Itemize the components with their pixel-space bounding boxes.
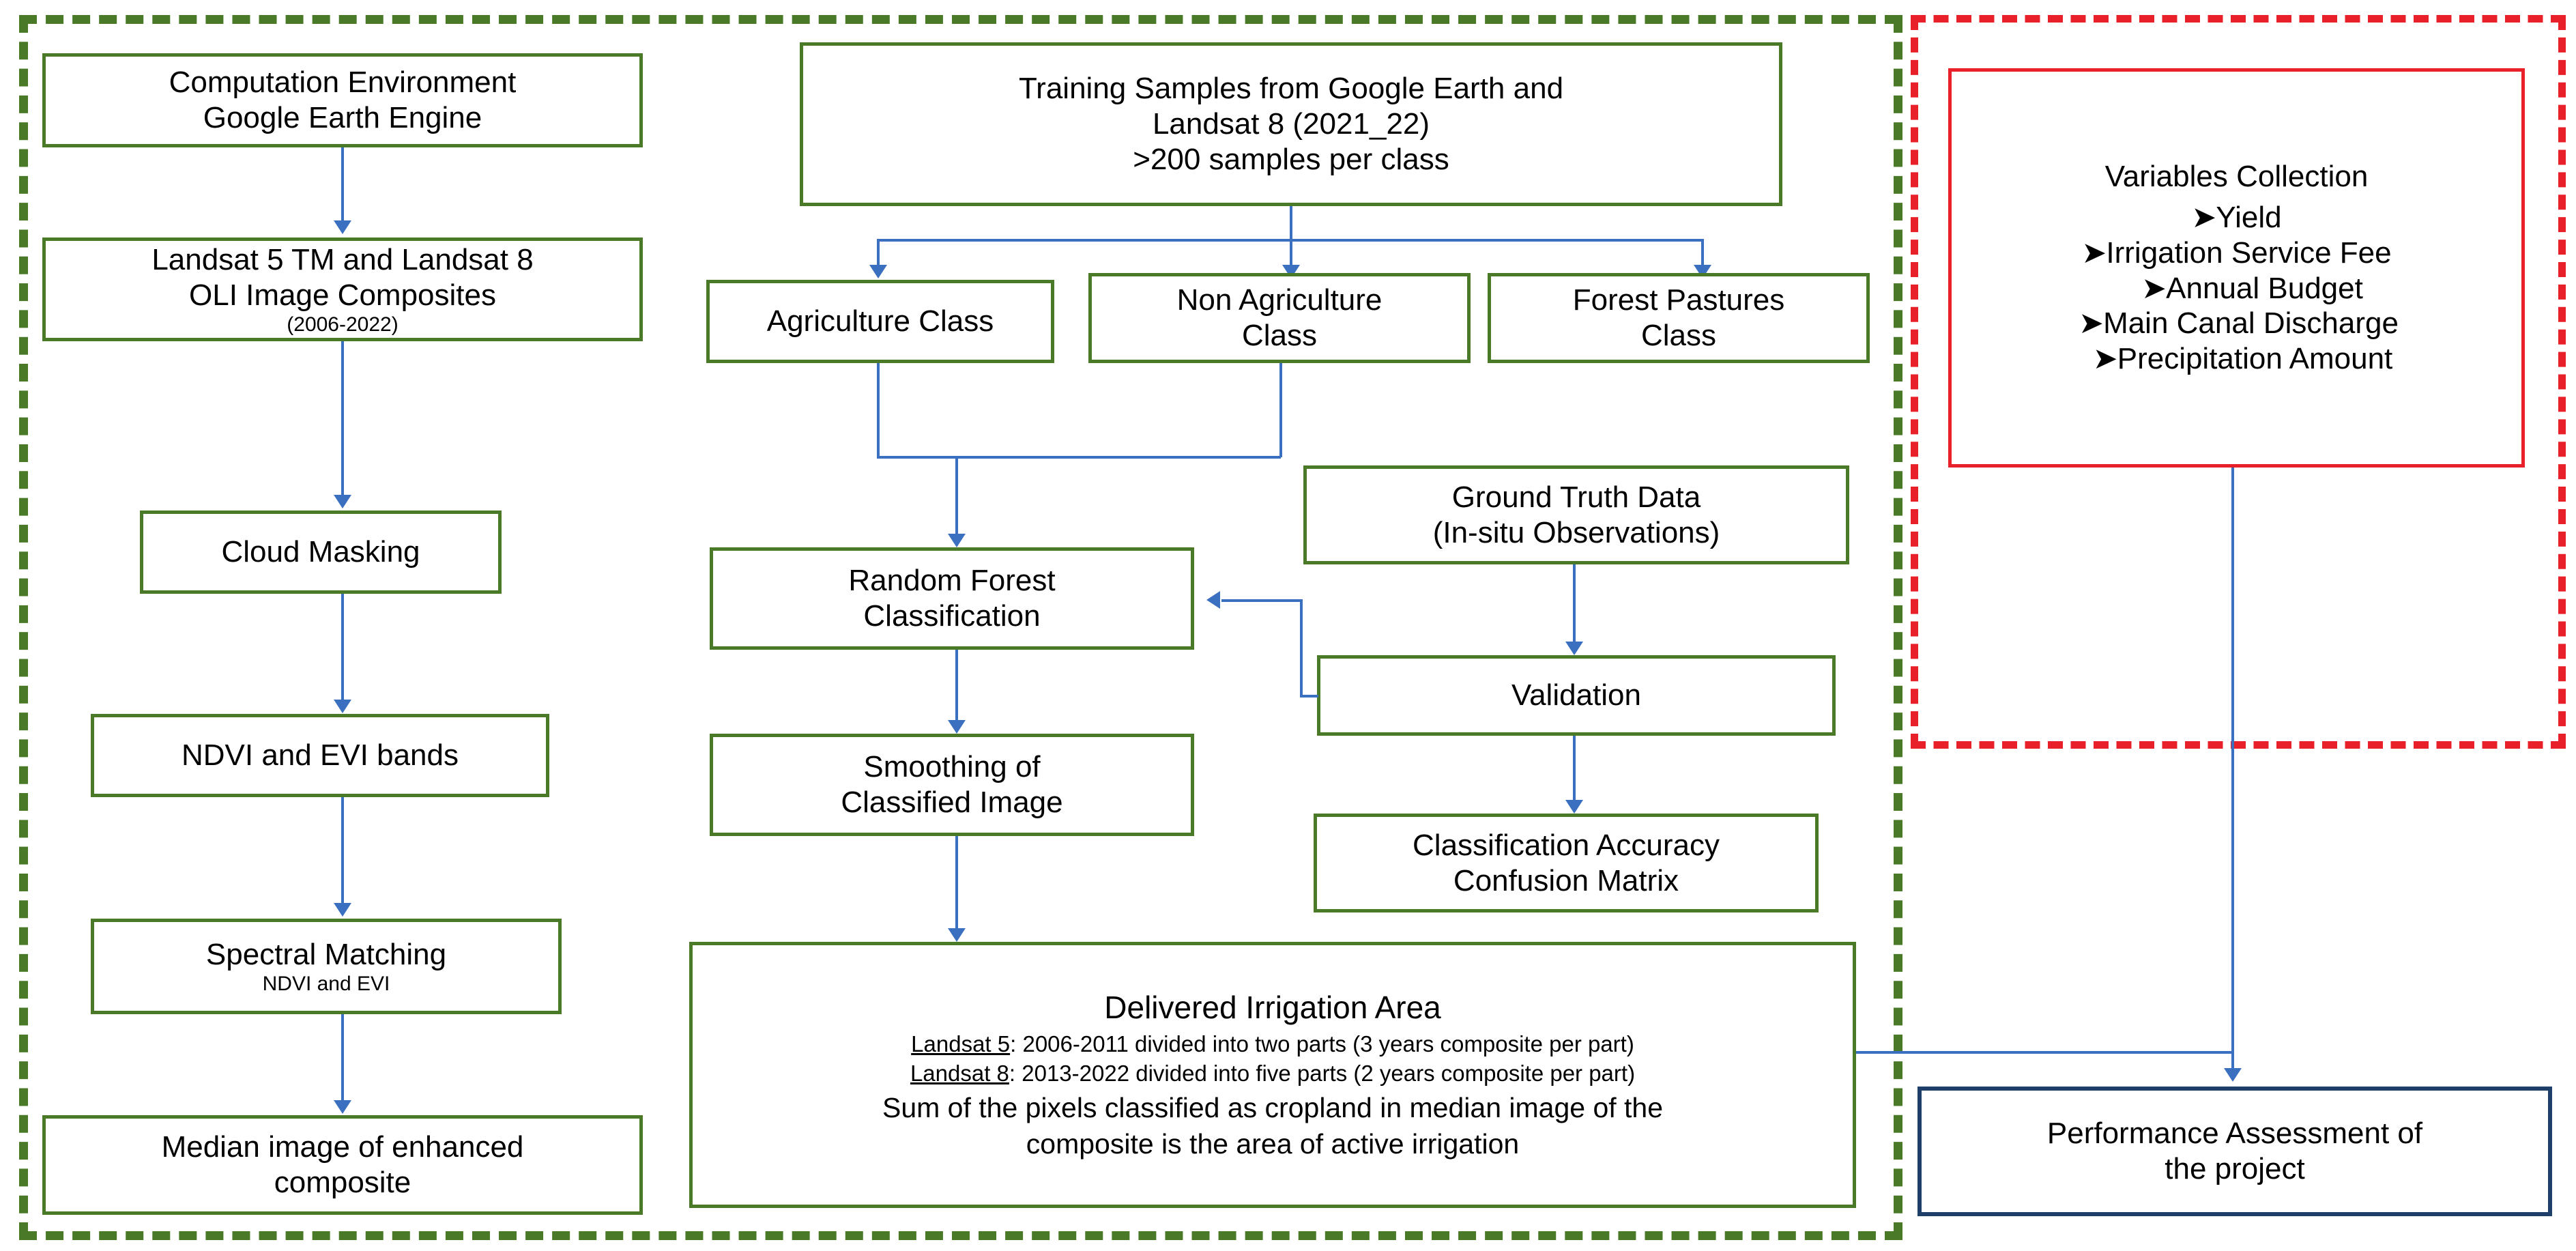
ndvi-evi-label: NDVI and EVI bands (181, 738, 459, 773)
delivered-tail2: composite is the area of active irrigation (1026, 1128, 1520, 1160)
box-variables-collection[interactable] (1948, 68, 2525, 468)
connector-class2-drop (1290, 239, 1292, 268)
connector-agri-down (877, 363, 880, 457)
connector-validation-to-accuracy (1573, 736, 1576, 803)
composites-line1: Landsat 5 TM and Landsat 8 (151, 242, 534, 276)
connector-validation-feedback-v (1300, 601, 1303, 696)
connector-left-1 (341, 147, 344, 224)
box-cloud-masking[interactable] (140, 511, 502, 594)
connector-left-3 (341, 594, 344, 703)
non-agri-line1: Non Agriculture (1176, 283, 1383, 317)
variables-title: Variables Collection (2104, 159, 2369, 193)
accuracy-line2: Confusion Matrix (1453, 863, 1679, 897)
connector-delivered-to-performance (1856, 1051, 2233, 1054)
connector-class1-drop (877, 239, 880, 268)
connector-left-5 (341, 1014, 344, 1103)
arrowhead-rf-feedback (1206, 591, 1220, 609)
arrowhead-accuracy (1565, 800, 1583, 814)
connector-validation-feedback-h (1221, 599, 1303, 602)
variable-item-annual-budget (2074, 271, 2399, 306)
ground-truth-line1: Ground Truth Data (1451, 480, 1701, 514)
arrowhead-random-forest (948, 534, 966, 547)
arrowhead-class1 (869, 265, 887, 278)
arrowhead-left-5 (334, 1100, 351, 1114)
training-line2: Landsat 8 (2021_22) (1152, 107, 1430, 141)
box-performance-assessment[interactable] (1917, 1087, 2552, 1216)
median-image-line2: composite (274, 1166, 411, 1199)
box-validation[interactable] (1317, 655, 1836, 736)
agriculture-class-label: Agriculture Class (766, 304, 994, 339)
box-ground-truth[interactable] (1303, 465, 1849, 564)
variable-item-irrigation-service-fee (2074, 235, 2399, 271)
connector-training-stem (1290, 206, 1292, 240)
cloud-masking-label: Cloud Masking (221, 535, 420, 569)
random-forest-line2: Classification (863, 599, 1041, 633)
delivered-tail1: Sum of the pixels classified as cropland in median image of the (882, 1091, 1664, 1123)
delivered-landsat5-row (911, 1030, 1634, 1059)
box-smoothing[interactable] (710, 734, 1194, 836)
variable-item-main-canal-discharge (2074, 306, 2399, 341)
variable-label: Yield (2216, 200, 2282, 234)
connector-validation-feedback-stub (1300, 695, 1318, 698)
box-classification-accuracy[interactable] (1314, 814, 1819, 912)
forest-line1: Forest Pastures (1572, 283, 1785, 317)
composites-sub: (2006-2022) (287, 313, 399, 336)
spectral-matching-sub: NDVI and EVI (262, 972, 390, 995)
bullet-icon: ➤ (2191, 200, 2217, 234)
bullet-icon: ➤ (2081, 235, 2107, 270)
random-forest-line1: Random Forest (848, 564, 1056, 598)
box-training-samples[interactable] (800, 42, 1782, 206)
box-forest-pastures-class[interactable] (1488, 273, 1870, 363)
arrowhead-delivered (948, 928, 966, 942)
variable-label: Irrigation Service Fee (2106, 235, 2392, 270)
connector-left-4 (341, 797, 344, 906)
bullet-icon: ➤ (2141, 271, 2167, 305)
validation-label: Validation (1511, 678, 1641, 713)
variable-item-yield (2074, 200, 2399, 235)
delivered-l8-label: Landsat 8 (910, 1060, 1009, 1086)
spectral-matching-label: Spectral Matching (205, 937, 447, 971)
non-agri-line2: Class (1241, 319, 1318, 352)
compute-env-line1: Computation Environment (169, 66, 517, 100)
connector-smoothing-to-delivered (955, 836, 958, 932)
smoothing-line1: Smoothing of (863, 750, 1041, 784)
arrowhead-left-2 (334, 495, 351, 508)
composites-line2: OLI Image Composites (189, 278, 496, 312)
delivered-landsat8-row (910, 1059, 1635, 1089)
box-agriculture-class[interactable] (706, 280, 1054, 363)
box-spectral-matching[interactable] (91, 919, 562, 1014)
arrowhead-left-1 (334, 220, 351, 234)
performance-line1: Performance Assessment of (2046, 1117, 2423, 1151)
bullet-icon: ➤ (2092, 342, 2118, 376)
smoothing-line2: Classified Image (841, 786, 1063, 819)
box-landsat-composites[interactable] (42, 238, 643, 341)
variable-label: Annual Budget (2166, 271, 2363, 305)
arrowhead-left-4 (334, 903, 351, 917)
connector-gt-to-validation (1573, 564, 1576, 645)
arrowhead-smoothing (948, 720, 966, 734)
connector-rf-to-smoothing (955, 650, 958, 723)
delivered-l8-text: : 2013-2022 divided into five parts (2 years composite per part) (1009, 1060, 1636, 1086)
connector-merge-down (955, 456, 958, 536)
training-line1: Training Samples from Google Earth and (1018, 72, 1564, 106)
arrowhead-validation (1565, 642, 1583, 655)
box-delivered-irrigation-area[interactable] (689, 942, 1856, 1208)
accuracy-line1: Classification Accuracy (1413, 828, 1720, 862)
connector-nonagri-down (1279, 363, 1282, 457)
performance-line2: the project (2165, 1152, 2305, 1185)
arrowhead-performance (2224, 1068, 2242, 1082)
delivered-title: Delivered Irrigation Area (1104, 989, 1441, 1025)
box-non-agriculture-class[interactable] (1088, 273, 1471, 363)
connector-class3-drop (1701, 239, 1704, 268)
forest-line2: Class (1640, 319, 1717, 352)
training-line3: >200 samples per class (1133, 142, 1449, 176)
box-random-forest-classification[interactable] (710, 547, 1194, 650)
delivered-l5-label: Landsat 5 (911, 1031, 1011, 1057)
bullet-icon: ➤ (2079, 306, 2104, 341)
box-median-image[interactable] (42, 1115, 643, 1215)
variable-label: Precipitation Amount (2117, 342, 2393, 376)
connector-left-2 (341, 341, 344, 498)
median-image-line1: Median image of enhanced (161, 1130, 524, 1164)
box-computation-environment[interactable] (42, 53, 643, 147)
connector-variables-to-performance (2231, 468, 2234, 1072)
arrowhead-left-3 (334, 700, 351, 713)
compute-env-line2: Google Earth Engine (203, 101, 482, 134)
connector-class-merge (877, 456, 1281, 459)
delivered-l5-text: : 2006-2011 divided into two parts (3 years composite per part) (1010, 1031, 1634, 1057)
variable-label: Main Canal Discharge (2103, 306, 2399, 341)
ground-truth-line2: (In-situ Observations) (1432, 515, 1720, 549)
box-ndvi-evi-bands[interactable] (91, 714, 549, 797)
variable-item-precipitation-amount (2074, 341, 2399, 377)
